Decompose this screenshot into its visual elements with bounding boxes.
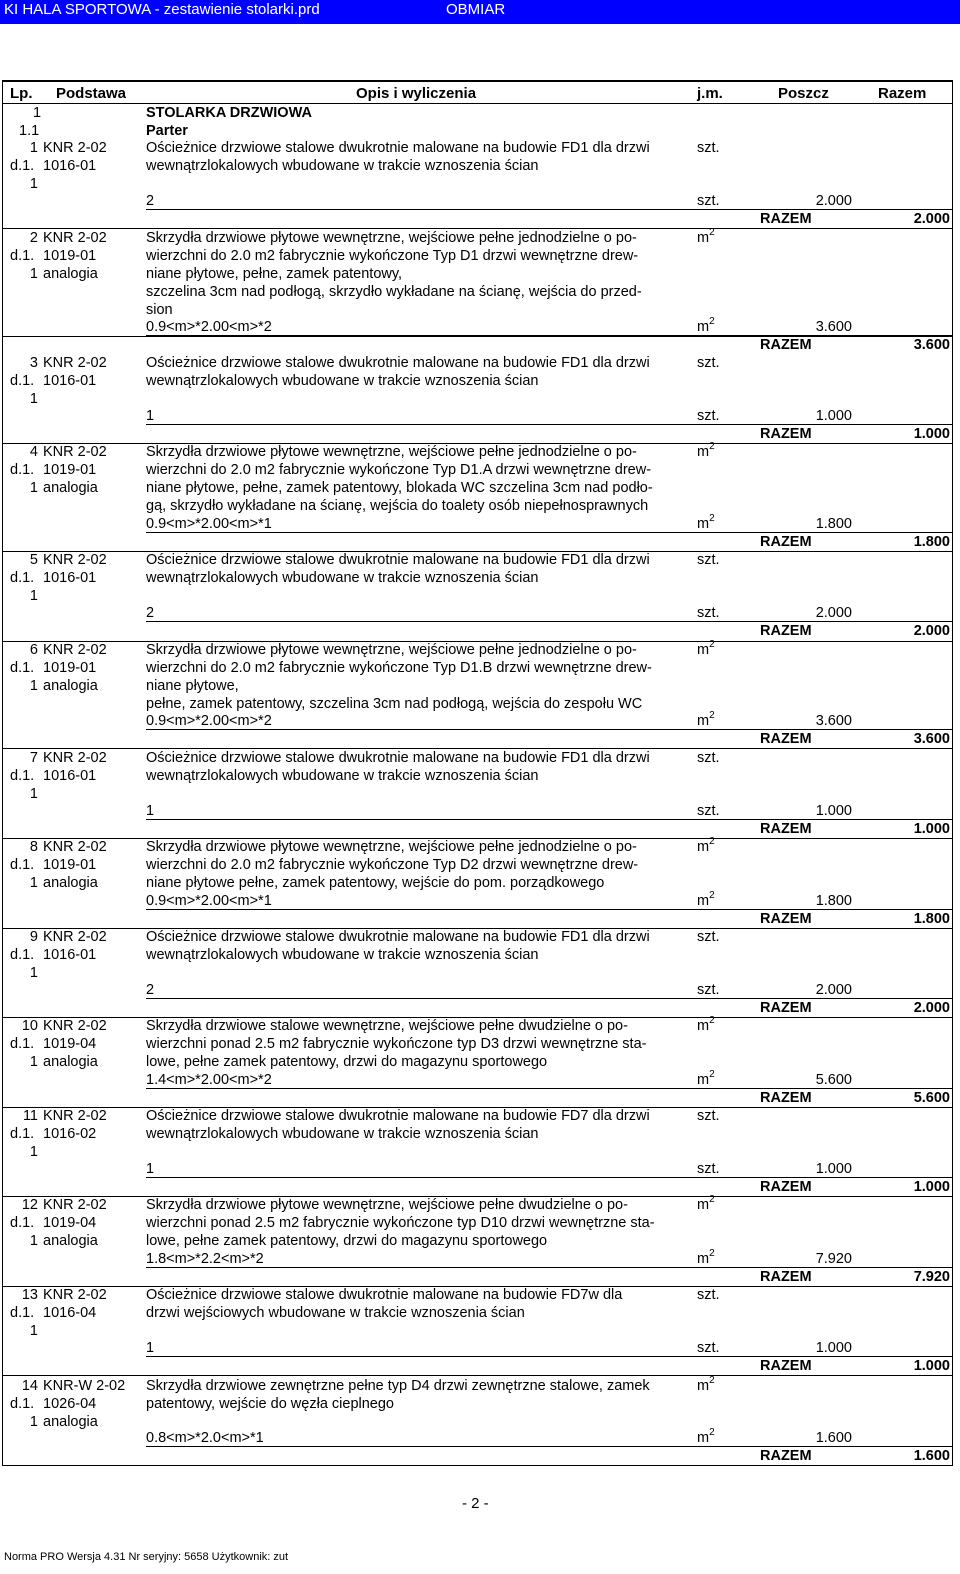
item-basis-position: 1019-01 (43, 248, 97, 264)
item-separator (2, 1375, 953, 1376)
item-lp: 7 (29, 750, 38, 766)
tab-obmiar[interactable]: OBMIAR (446, 1, 506, 18)
item-basis-volume: d.1. (10, 462, 35, 478)
item-total-rule (146, 1267, 952, 1268)
item-basis-index: 1 (29, 1414, 38, 1430)
item-basis-code: KNR 2-02 (43, 1197, 107, 1213)
item-description-line: Ościeżnice drzwiowe stalowe dwukrotnie malowane na budowie FD1 dla drzwi (146, 552, 650, 568)
item-basis-code: KNR 2-02 (43, 929, 107, 945)
item-razem-value: 1.800 (913, 534, 950, 550)
item-basis-index: 1 (29, 875, 38, 891)
item-description-line: wierzchni ponad 2.5 m2 fabrycznie wykończone typ D3 drzwi wewnętrzne sta- (146, 1036, 647, 1052)
item-razem-value: 2.000 (913, 1000, 950, 1016)
item-description-line: wewnątrzlokalowych wbudowane w trakcie wznoszenia ścian (146, 1126, 539, 1142)
item-basis-index: 1 (29, 480, 38, 496)
item-basis-volume: d.1. (10, 1215, 35, 1231)
item-basis-position: 1016-01 (43, 947, 97, 963)
item-basis-code: KNR 2-02 (43, 230, 107, 246)
item-unit: szt. (697, 1287, 720, 1303)
item-description-line: lowe, pełne zamek patentowy, drzwi do magazynu sportowego (146, 1233, 548, 1249)
item-description-line: wierzchni do 2.0 m2 fabrycznie wykończone Typ D1 drzwi wewnętrzne drew- (146, 248, 639, 264)
item-description-line: niane płytowe, pełne, zamek patentowy, (146, 266, 403, 282)
item-calc-unit: $m^2$ (697, 1427, 715, 1446)
item-razem-label: RAZEM (760, 731, 812, 747)
item-basis-code: KNR 2-02 (43, 552, 107, 568)
item-basis-volume: d.1. (10, 158, 35, 174)
col-poszcz: Poszcz (778, 85, 829, 102)
item-basis-volume: d.1. (10, 1036, 35, 1052)
item-razem-label: RAZEM (760, 623, 812, 639)
item-lp: 13 (21, 1287, 38, 1303)
item-description-line: Ościeżnice drzwiowe stalowe dwukrotnie malowane na budowie FD1 dla drzwi (146, 355, 650, 371)
item-calc-value: 5.600 (815, 1072, 852, 1088)
item-unit: $m^2$ (697, 227, 715, 246)
item-razem-label: RAZEM (760, 1269, 812, 1285)
item-basis-note: analogia (43, 678, 98, 694)
col-opis: Opis i wyliczenia (356, 85, 477, 102)
footer-text: Norma PRO Wersja 4.31 Nr seryjny: 5658 Użytkownik: zut (4, 1551, 289, 1563)
item-total-rule (146, 1177, 952, 1178)
item-lp: 10 (21, 1018, 38, 1034)
item-total-rule (146, 819, 952, 820)
item-calc-value: 3.600 (815, 319, 852, 335)
item-basis-volume: d.1. (10, 857, 35, 873)
item-basis-index: 1 (29, 266, 38, 282)
item-basis-code: KNR-W 2-02 (43, 1378, 126, 1394)
item-calc-unit: szt. (697, 1340, 720, 1356)
item-description-line: wewnątrzlokalowych wbudowane w trakcie wznoszenia ścian (146, 947, 539, 963)
item-basis-position: 1019-04 (43, 1215, 97, 1231)
item-basis-position: 1016-04 (43, 1305, 97, 1321)
item-basis-code: KNR 2-02 (43, 839, 107, 855)
item-basis-code: KNR 2-02 (43, 1018, 107, 1034)
subsection-title: Parter (146, 123, 188, 139)
item-description-line: lowe, pełne zamek patentowy, drzwi do magazynu sportowego (146, 1054, 548, 1070)
col-podstawa: Podstawa (56, 85, 127, 102)
item-unit: szt. (697, 929, 720, 945)
table-left-border (2, 80, 3, 1466)
item-basis-volume: d.1. (10, 768, 35, 784)
item-razem-value: 7.920 (913, 1269, 950, 1285)
item-basis-index: 1 (29, 391, 38, 407)
item-basis-position: 1019-04 (43, 1036, 97, 1052)
item-razem-value: 1.000 (913, 821, 950, 837)
item-calc-value: 1.600 (815, 1430, 852, 1446)
item-basis-index: 1 (29, 1323, 38, 1339)
item-unit: szt. (697, 750, 720, 766)
item-razem-label: RAZEM (760, 1358, 812, 1374)
item-calc-unit: szt. (697, 803, 720, 819)
item-basis-note: analogia (43, 266, 98, 282)
item-razem-value: 1.000 (913, 1179, 950, 1195)
item-description-line: Skrzydła drzwiowe stalowe wewnętrzne, wejściowe pełne dwudzielne o po- (146, 1018, 628, 1034)
item-razem-value: 5.600 (913, 1090, 950, 1106)
item-description-line: wierzchni do 2.0 m2 fabrycznie wykończone Typ D1.B drzwi wewnętrzne drew- (146, 660, 652, 676)
item-description-line: wierzchni ponad 2.5 m2 fabrycznie wykończone typ D10 drzwi wewnętrzne sta- (146, 1215, 655, 1231)
item-razem-label: RAZEM (760, 1000, 812, 1016)
item-basis-position: 1016-01 (43, 570, 97, 586)
item-basis-volume: d.1. (10, 1396, 35, 1412)
item-description-line: gą, skrzydło wykładane na ścianę, wejścia do toalety osób niepełnosprawnych (146, 498, 649, 514)
item-description-line: wewnątrzlokalowych wbudowane w trakcie wznoszenia ścian (146, 373, 539, 389)
item-razem-value: 2.000 (913, 623, 950, 639)
col-lp: Lp. (10, 85, 33, 102)
item-description-line: niane płytowe pełne, zamek patentowy, wejście do pom. porządkowego (146, 875, 605, 891)
item-description-line: Skrzydła drzwiowe płytowe wewnętrzne, wejściowe pełne jednodzielne o po- (146, 444, 637, 460)
item-razem-label: RAZEM (760, 534, 812, 550)
item-calc-unit: szt. (697, 193, 720, 209)
item-basis-index: 1 (29, 965, 38, 981)
item-calculation: 1 (146, 1161, 155, 1177)
item-description-line: pełne, zamek patentowy, szczelina 3cm nad podłogą, wejścia do zespołu WC (146, 696, 643, 712)
item-total-rule (146, 998, 952, 999)
item-unit: $m^2$ (697, 441, 715, 460)
item-description-line: wewnątrzlokalowych wbudowane w trakcie wznoszenia ścian (146, 570, 539, 586)
item-calc-unit: $m^2$ (697, 513, 715, 532)
item-calculation: 2 (146, 193, 155, 209)
item-basis-volume: d.1. (10, 248, 35, 264)
item-lp: 2 (29, 230, 38, 246)
item-calculation: 1 (146, 803, 155, 819)
item-calc-unit: szt. (697, 408, 720, 424)
item-calc-unit: $m^2$ (697, 1069, 715, 1088)
item-razem-value: 3.600 (913, 337, 950, 353)
item-calc-value: 3.600 (815, 713, 852, 729)
item-basis-index: 1 (29, 678, 38, 694)
page-number: - 2 - (462, 1495, 489, 1512)
item-basis-code: KNR 2-02 (43, 140, 107, 156)
item-calculation: 1.8<m>*2.2<m>*2 (146, 1251, 264, 1267)
item-basis-code: KNR 2-02 (43, 642, 107, 658)
subsection-lp: 1.1 (19, 123, 40, 139)
window-title: KI HALA SPORTOWA - zestawienie stolarki.prd (4, 1, 320, 18)
item-description-line: niane płytowe, pełne, zamek patentowy, blokada WC szczelina 3cm nad podło- (146, 480, 653, 496)
item-calc-value: 7.920 (815, 1251, 852, 1267)
item-basis-position: 1026-04 (43, 1396, 97, 1412)
col-jm: j.m. (697, 85, 723, 102)
item-basis-position: 1016-01 (43, 373, 97, 389)
item-unit: $m^2$ (697, 1015, 715, 1034)
item-calculation: 2 (146, 982, 155, 998)
item-total-rule (146, 621, 952, 622)
item-basis-position: 1019-01 (43, 462, 97, 478)
header-bottom-rule (2, 103, 953, 104)
item-calc-unit: $m^2$ (697, 316, 715, 335)
item-basis-position: 1016-02 (43, 1126, 97, 1142)
item-basis-index: 1 (29, 1054, 38, 1070)
item-calc-unit: $m^2$ (697, 890, 715, 909)
item-basis-volume: d.1. (10, 1126, 35, 1142)
item-razem-value: 1.600 (913, 1448, 950, 1464)
item-calc-value: 1.000 (815, 1161, 852, 1177)
item-basis-index: 1 (29, 786, 38, 802)
item-basis-note: analogia (43, 480, 98, 496)
item-calc-value: 2.000 (815, 193, 852, 209)
item-lp: 8 (29, 839, 38, 855)
item-basis-code: KNR 2-02 (43, 1287, 107, 1303)
item-razem-label: RAZEM (760, 211, 812, 227)
item-separator (2, 336, 953, 337)
item-basis-note: analogia (43, 1054, 98, 1070)
item-basis-position: 1019-01 (43, 660, 97, 676)
item-calc-unit: $m^2$ (697, 710, 715, 729)
item-basis-note: analogia (43, 1233, 98, 1249)
col-razem: Razem (878, 85, 927, 102)
item-calculation: 0.9<m>*2.00<m>*2 (146, 319, 272, 335)
item-basis-volume: d.1. (10, 570, 35, 586)
item-calculation: 2 (146, 605, 155, 621)
item-description-line: wierzchni do 2.0 m2 fabrycznie wykończone Typ D2 drzwi wewnętrzne drew- (146, 857, 639, 873)
item-unit: szt. (697, 355, 720, 371)
item-description-line: wewnątrzlokalowych wbudowane w trakcie wznoszenia ścian (146, 158, 539, 174)
item-calculation: 0.8<m>*2.0<m>*1 (146, 1430, 264, 1446)
item-unit: $m^2$ (697, 639, 715, 658)
item-description-line: Skrzydła drzwiowe płytowe wewnętrzne, wejściowe pełne jednodzielne o po- (146, 839, 637, 855)
item-basis-position: 1019-01 (43, 857, 97, 873)
item-basis-volume: d.1. (10, 947, 35, 963)
item-description-line: Ościeżnice drzwiowe stalowe dwukrotnie malowane na budowie FD7w dla (146, 1287, 623, 1303)
header-top-rule (2, 80, 953, 82)
item-basis-note: analogia (43, 875, 98, 891)
section-title: STOLARKA DRZWIOWA (146, 105, 312, 121)
item-description-line: Skrzydła drzwiowe płytowe wewnętrzne, wejściowe pełne jednodzielne o po- (146, 642, 637, 658)
item-total-rule (146, 532, 952, 533)
item-razem-label: RAZEM (760, 1448, 812, 1464)
item-basis-volume: d.1. (10, 660, 35, 676)
item-unit: $m^2$ (697, 1194, 715, 1213)
item-razem-label: RAZEM (760, 1090, 812, 1106)
item-total-rule (146, 424, 952, 425)
item-calc-value: 1.800 (815, 516, 852, 532)
item-basis-code: KNR 2-02 (43, 750, 107, 766)
item-description-line: Ościeżnice drzwiowe stalowe dwukrotnie malowane na budowie FD7 dla drzwi (146, 1108, 650, 1124)
item-razem-value: 1.000 (913, 426, 950, 442)
title-bar (0, 0, 960, 24)
item-lp: 3 (29, 355, 38, 371)
item-basis-index: 1 (29, 588, 38, 604)
item-calc-value: 1.000 (815, 408, 852, 424)
item-unit: szt. (697, 1108, 720, 1124)
item-calculation: 1 (146, 1340, 155, 1356)
item-description-line: Ościeżnice drzwiowe stalowe dwukrotnie malowane na budowie FD1 dla drzwi (146, 929, 650, 945)
item-lp: 14 (21, 1378, 38, 1394)
item-description-line: Skrzydła drzwiowe płytowe wewnętrzne, wejściowe pełne dwudzielne o po- (146, 1197, 628, 1213)
item-total-rule (146, 1088, 952, 1089)
item-basis-note: analogia (43, 1414, 98, 1430)
item-basis-code: KNR 2-02 (43, 355, 107, 371)
item-description-line: wewnątrzlokalowych wbudowane w trakcie wznoszenia ścian (146, 768, 539, 784)
item-unit: szt. (697, 552, 720, 568)
item-description-line: sion (146, 302, 173, 318)
item-total-rule (146, 209, 952, 210)
item-description-line: Ościeżnice drzwiowe stalowe dwukrotnie malowane na budowie FD1 dla drzwi (146, 140, 650, 156)
item-basis-index: 1 (29, 1144, 38, 1160)
item-lp: 12 (21, 1197, 38, 1213)
item-razem-label: RAZEM (760, 911, 812, 927)
item-calc-value: 1.800 (815, 893, 852, 909)
item-calculation: 0.9<m>*2.00<m>*1 (146, 893, 272, 909)
item-total-rule (146, 729, 952, 730)
item-razem-label: RAZEM (760, 426, 812, 442)
table-bottom-rule (2, 1465, 953, 1466)
item-description-line: drzwi wejściowych wbudowane w trakcie wznoszenia ścian (146, 1305, 525, 1321)
item-basis-index: 1 (29, 176, 38, 192)
item-razem-value: 1.800 (913, 911, 950, 927)
item-unit: $m^2$ (697, 836, 715, 855)
item-basis-position: 1016-01 (43, 158, 97, 174)
table-right-border (952, 80, 953, 1466)
item-basis-volume: d.1. (10, 373, 35, 389)
item-description-line: wierzchni do 2.0 m2 fabrycznie wykończone Typ D1.A drzwi wewnętrzne drew- (146, 462, 652, 478)
item-unit: $m^2$ (697, 1375, 715, 1394)
item-lp: 11 (22, 1108, 38, 1124)
item-basis-code: KNR 2-02 (43, 1108, 107, 1124)
item-calc-unit: $m^2$ (697, 1248, 715, 1267)
item-calculation: 1.4<m>*2.00<m>*2 (146, 1072, 272, 1088)
item-total-rule (146, 1356, 952, 1357)
item-razem-value: 2.000 (913, 211, 950, 227)
item-description-line: szczelina 3cm nad podłogą, skrzydło wykładane na ścianę, wejścia do przed- (146, 284, 642, 300)
item-description-line: patentowy, wejście do węzła cieplnego (146, 1396, 394, 1412)
item-total-rule (146, 1446, 952, 1447)
item-description-line: Skrzydła drzwiowe płytowe wewnętrzne, wejściowe pełne jednodzielne o po- (146, 230, 637, 246)
item-basis-code: KNR 2-02 (43, 444, 107, 460)
section-lp: 1 (33, 105, 42, 121)
item-calc-value: 1.000 (815, 1340, 852, 1356)
item-basis-volume: d.1. (10, 1305, 35, 1321)
item-description-line: Ościeżnice drzwiowe stalowe dwukrotnie malowane na budowie FD1 dla drzwi (146, 750, 650, 766)
item-lp: 5 (29, 552, 38, 568)
item-unit: szt. (697, 140, 720, 156)
item-razem-value: 1.000 (913, 1358, 950, 1374)
item-razem-value: 3.600 (913, 731, 950, 747)
item-razem-label: RAZEM (760, 1179, 812, 1195)
item-total-rule (146, 909, 952, 910)
item-calc-value: 1.000 (815, 803, 852, 819)
item-basis-index: 1 (29, 1233, 38, 1249)
item-lp: 4 (29, 444, 38, 460)
item-razem-label: RAZEM (760, 821, 812, 837)
item-basis-position: 1016-01 (43, 768, 97, 784)
item-calculation: 0.9<m>*2.00<m>*1 (146, 516, 272, 532)
item-razem-label: RAZEM (760, 337, 812, 353)
item-calc-value: 2.000 (815, 605, 852, 621)
item-calc-value: 2.000 (815, 982, 852, 998)
item-description-line: niane płytowe, (146, 678, 239, 694)
item-calculation: 0.9<m>*2.00<m>*2 (146, 713, 272, 729)
item-lp: 9 (29, 929, 38, 945)
item-calculation: 1 (146, 408, 155, 424)
item-calc-unit: szt. (697, 1161, 720, 1177)
item-calc-unit: szt. (697, 605, 720, 621)
item-calc-unit: szt. (697, 982, 720, 998)
item-lp: 1 (29, 140, 38, 156)
item-lp: 6 (29, 642, 38, 658)
item-description-line: Skrzydła drzwiowe zewnętrzne pełne typ D4 drzwi zewnętrzne stalowe, zamek (146, 1378, 650, 1394)
